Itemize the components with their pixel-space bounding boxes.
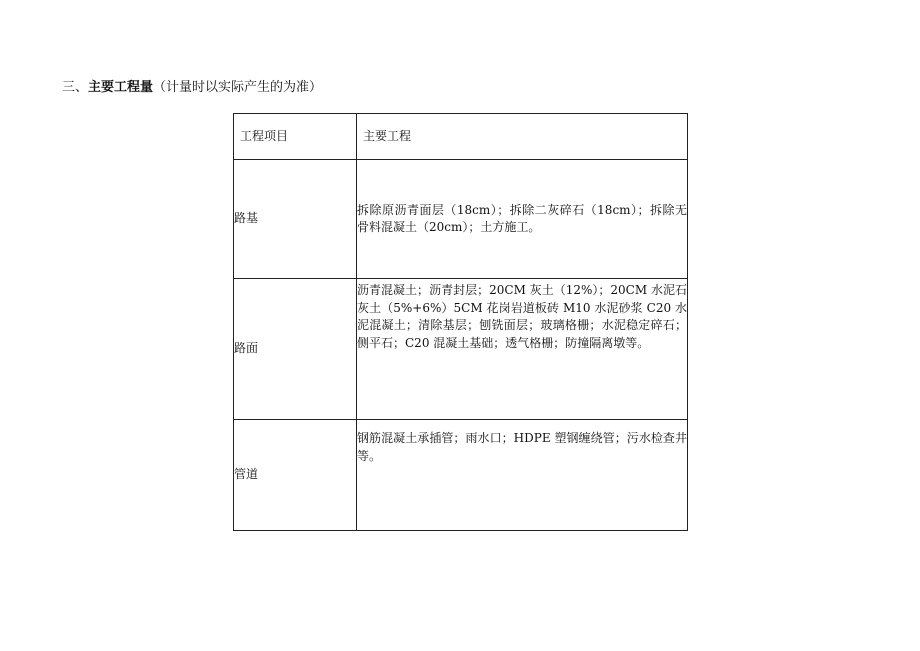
table-row	[234, 279, 688, 420]
works-table	[233, 113, 688, 531]
section-note: （计量时以实际产生的为准）	[153, 80, 323, 95]
table-header-row	[234, 114, 688, 160]
header-item: 工程项目	[234, 114, 357, 160]
row-works-subgrade: 拆除原沥青面层（18cm）；拆除二灰碎石（18cm）；拆除无骨料混凝土（20cm）；土方施工。	[357, 160, 688, 279]
row-item-pipeline: 管道	[234, 420, 357, 531]
header-works: 主要工程	[357, 114, 688, 160]
table-row	[234, 160, 688, 279]
section-heading	[62, 79, 322, 97]
row-works-pavement: 沥青混凝土；沥青封层；20CM 灰土（12%）；20CM 水泥石灰土（5%+6%）5CM 花岗岩道板砖 M10 水泥砂浆 C20 水泥混凝土；清除基层；刨铣面层；玻璃格栅；水泥稳定碎石； 侧平石；C20 混凝土基础；透气格栅；防撞隔离墩等。	[357, 279, 688, 420]
row-item-pavement: 路面	[234, 279, 357, 420]
section-title: 主要工程量	[88, 80, 154, 95]
table-row	[234, 420, 688, 531]
row-works-pipeline: 钢筋混凝土承插管；雨水口；HDPE 塑钢缠绕管；污水检查井等。	[357, 420, 688, 531]
row-item-subgrade: 路基	[234, 160, 357, 279]
section-number: 三、	[62, 80, 89, 95]
